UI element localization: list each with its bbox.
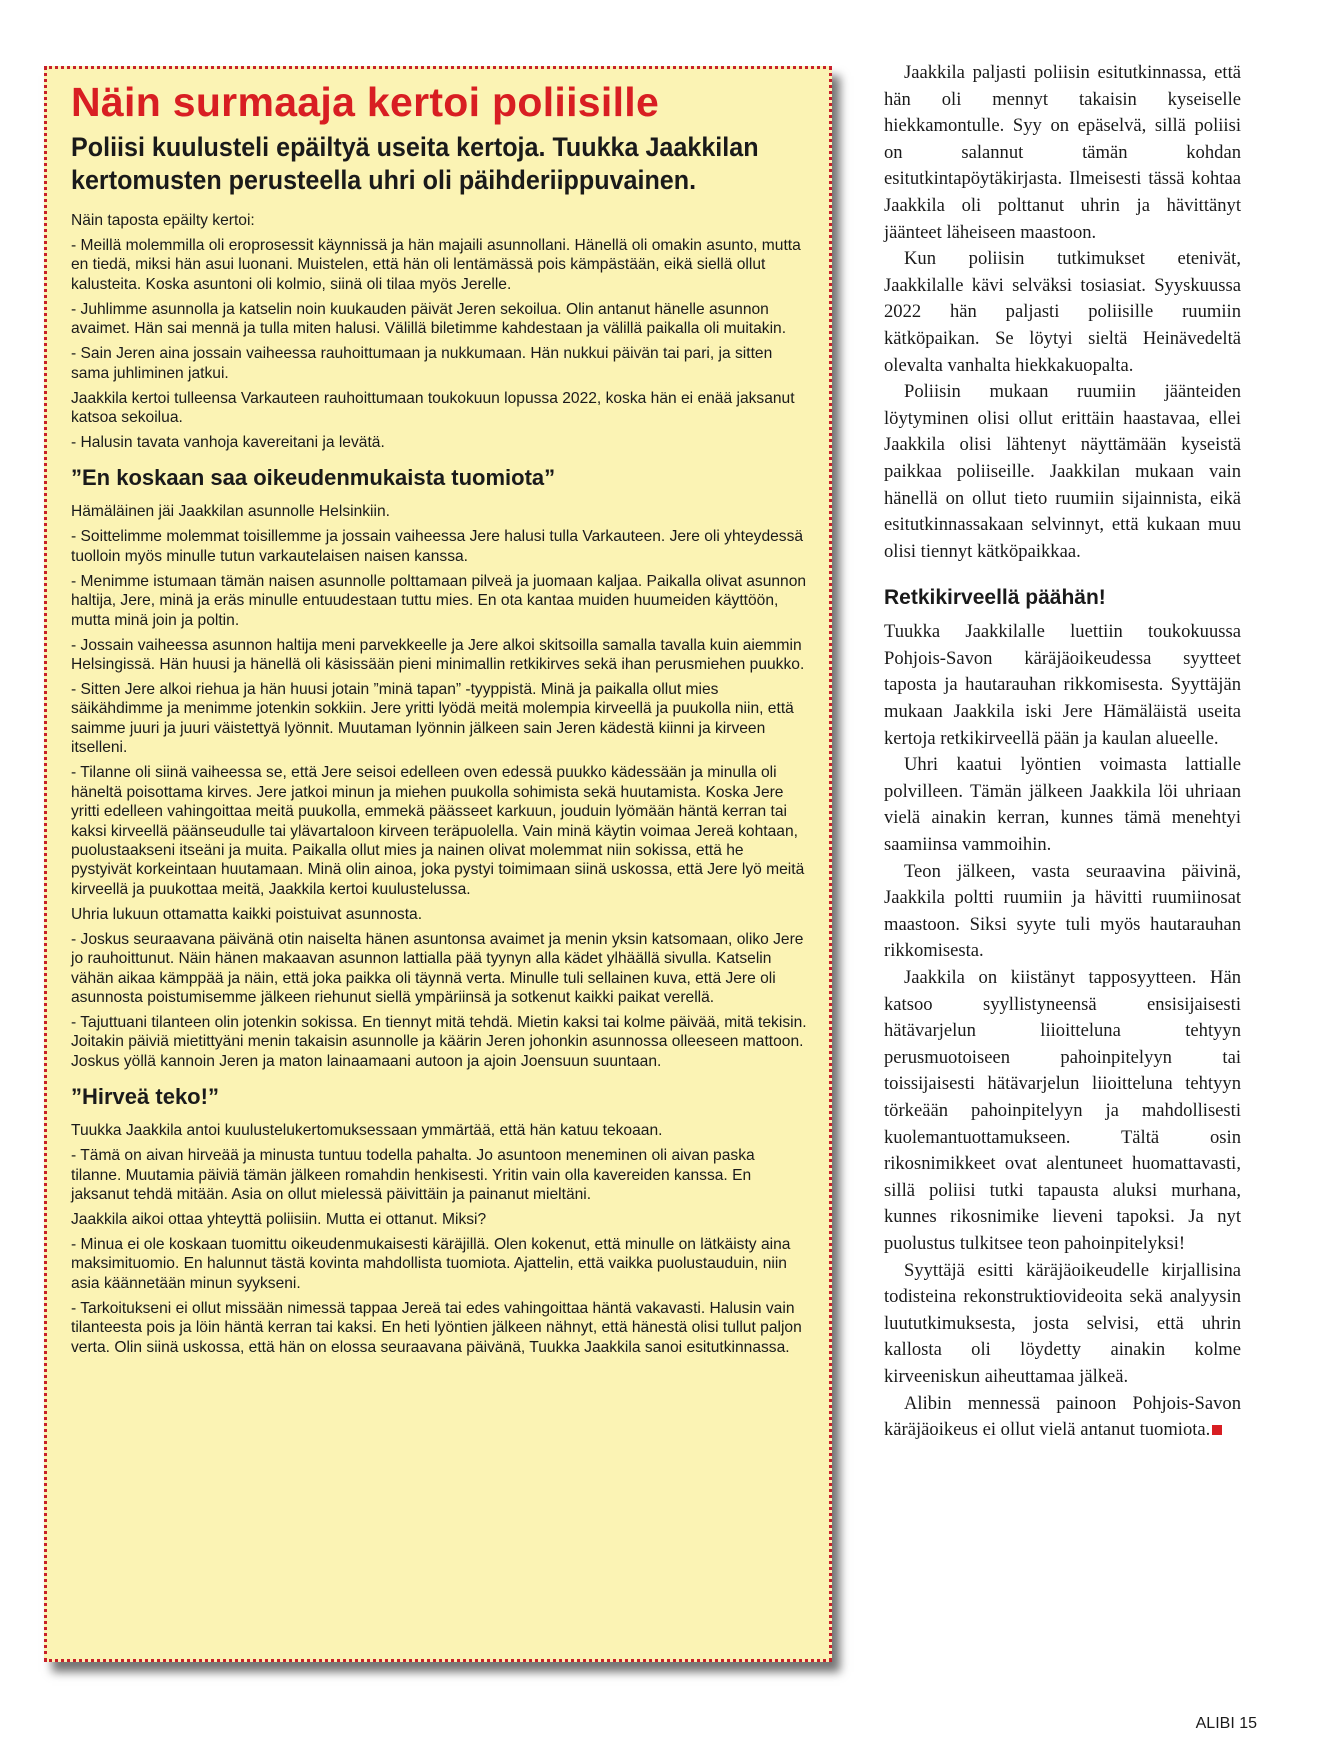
subheading-2: ”Hirveä teko!” <box>71 1084 219 1110</box>
paragraph: Tuukka Jaakkila antoi kuulustelukertomuksessaan ymmärtää, että hän katuu tekoaan. <box>71 1122 663 1140</box>
paragraph: - Joskus seuraavana päivänä otin naiselta hänen asuntonsa avaimet ja menin yksin katsomaan, oliko Jere jo rauhoittunut. Näin hänen makaavan asunnon lattialla pää tyynyn alla kädet ylhäällä sivulla. Katselin vähän aikaa kämppää ja näin, että joka paikka oli täynnä verta. Minulle tuli sellainen kuva, että Jere oli asunnosta poistumisemme jälkeen riehunut siellä ympäriinsä ja sotkenut kaikki paikat verellä. <box>71 930 804 1006</box>
paragraph: Tuukka Jaakkilalle luettiin toukokuussa Pohjois-Savon käräjäoikeudessa syytteet taposta ja hautarauhan rikkomisesta. Syyttäjän mukaan Jaakkila iski Jere Hämäläistä useita kertoja retkikirveellä pään ja kaulan alueelle. <box>884 621 1241 749</box>
paragraph: - Menimme istumaan tämän naisen asunnolle polttamaan pilveä ja juomaan kaljaa. Paikalla olivat asunnon haltija, Jere, minä ja eräs minulle entuudestaan tuttu mies. En ota kantaa muiden huumeiden käyttöön, mutta minä join ja poltin. <box>71 572 807 629</box>
main-column <box>884 60 1241 1444</box>
paragraph: - Tilanne oli siinä vaiheessa se, että Jere seisoi edelleen oven edessä puukko kädessään ja minulla oli häneltä poisottama kirves. Jere jatkoi minun ja miehen puukolla sohimista sekä huutamista. Koska Jere yritti edelleen vahingoittaa meitä puukolla, emmekä päässeet karkuun, jouduin lyömään häntä kerran tai kaksi kirveellä päänseudulle tai ylävartaloon kirveen teräpuolella. Vain minä käytin voimaa Jereä kohtaan, puolustaakseni itseäni ja muita. Paikalla ollut mies ja nainen olivat molemmat niin sokissa, että he pystyivät korkeintaan huutamaan. Minä olin ainoa, joka pystyi toimimaan siinä uskossa, että Jere lyö meitä kirveellä ja puukottaa meitä, Jaakkila kertoi kuulustelussa. <box>71 764 805 898</box>
paragraph: - Minua ei ole koskaan tuomittu oikeudenmukaisesti käräjillä. Olen kokenut, että minulle on lätkäisty aina maksimituomio. En halunnut tästä kovinta mahdollista tuomiota. Ajattelin, että vaikka puolustauduin, niin asia käännetään minun syykseni. <box>71 1235 791 1292</box>
paragraph: - Halusin tavata vanhoja kavereitani ja levätä. <box>71 434 385 452</box>
sidebar-box <box>44 66 832 1662</box>
paragraph: Hämäläinen jäi Jaakkilan asunnolle Helsinkiin. <box>71 503 390 521</box>
column-subheading: Retkikirveellä päähän! <box>884 586 1106 610</box>
sidebar-body <box>71 211 807 1357</box>
paragraph: Uhria lukuun ottamatta kaikki poistuivat asunnosta. <box>71 905 423 923</box>
paragraph: - Tämä on aivan hirveää ja minusta tuntuu todella pahalta. Jo asuntoon meneminen oli aivan paska tilanne. Muutamia päiviä tämän jälkeen romahdin henkisesti. Yritin vain olla kavereiden kanssa. En jaksanut tehdä mitään. Asia on ollut mielessä päivittäin ja painanut mieltäni. <box>71 1147 755 1203</box>
paragraph: Uhri kaatui lyöntien voimasta lattialle polvilleen. Tämän jälkeen Jaakkila löi uhriaan vielä ainakin kerran, kunnes tämä menehtyi saamiinsa vammoihin. <box>884 754 1241 856</box>
paragraph: Jaakkila aikoi ottaa yhteyttä poliisiin. Mutta ei ottanut. Miksi? <box>71 1210 487 1228</box>
subheading-1: ”En koskaan saa oikeudenmukaista tuomiota” <box>71 465 556 491</box>
paragraph: - Tajuttuani tilanteen olin jotenkin sokissa. En tiennyt mitä tehdä. Mietin kaksi tai kolme päivää, mitä tekisin. Joitakin päiviä mietittyäni menin takaisin asunnolle ja käärin Jeren johonkin asunnossa olleeseen mattoon. Joskus yöllä kannoin Jeren ja maton lainaamaani autoon ja ajoin Joensuun suuntaan. <box>71 1013 807 1070</box>
paragraph: - Tarkoitukseni ei ollut missään nimessä tappaa Jereä tai edes vahingoittaa häntä vakavasti. Halusin vain tilanteesta pois ja löin häntä kerran tai kaksi. En heti lyöntien jälkeen nähnyt, että hänestä olisi tullut paljon verta. Olin siinä uskossa, että hän on elossa seuraavana päivänä, Tuukka Jaakkila sanoi esitutkinnassa. <box>71 1299 802 1356</box>
end-mark-icon <box>1212 1425 1222 1435</box>
paragraph: Näin taposta epäilty kertoi: <box>71 212 255 229</box>
paragraph: - Sitten Jere alkoi riehua ja hän huusi jotain ”minä tapan” -tyyppistä. Minä ja paikalla ollut mies säikähdimme ja menimme jotenkin sokkiin. Jere yritti lyödä meitä molempia kirveellä ja puukolla niin, että saimme juuri ja juuri väistettyä lyönnit. Muutaman lyönnin jälkeen sain Jeren kädestä kiinni ja kirveen itselleni. <box>71 681 794 757</box>
last-paragraph <box>884 1391 1241 1444</box>
paragraph: Jaakkila paljasti poliisin esitutkinnassa, että hän oli mennyt takaisin kyseiselle hiekkamontulle. Syy on epäselvä, sillä poliisi on salannut tämän kohdan esitutkintapöytäkirjasta. Ilmeisesti tässä kohtaa Jaakkila oli polttanut uhrin ja hävittänyt jäänteet läheiseen maastoon. <box>884 62 1241 243</box>
paragraph: - Juhlimme asunnolla ja katselin noin kuukauden päivät Jeren sekoilua. Olin antanut hänelle asunnon avaimet. Hän sai mennä ja tulla miten halusi. Välillä biletimme kahdestaan ja välillä paikalla oli muitakin. <box>71 300 787 338</box>
sidebar-headline: Näin surmaaja kertoi poliisille <box>71 79 660 125</box>
paragraph: Jaakkila kertoi tulleensa Varkauteen rauhoittumaan toukokuun lopussa 2022, koska hän ei enää jaksanut katsoa sekoilua. <box>71 389 795 427</box>
paragraph: - Jossain vaiheessa asunnon haltija meni parvekkeelle ja Jere alkoi skitsoilla samalla tavalla kuin aiemmin Helsingissä. Hän huusi ja hänellä oli käsissään pieni minimallin retkikirves sekä ihan perusmiehen puukko. <box>71 636 805 674</box>
paragraph: - Meillä molemmilla oli eroprosessit käynnissä ja hän majaili asunnollani. Hänellä oli omakin asunto, mutta en tiedä, miksi hän asui luonani. Muistelen, että hän oli lentämässä pois kämpästään, eikä siellä ollut kalusteita. Koska asuntoni oli kolmio, siinä oli tilaa myös Jerelle. <box>71 237 801 293</box>
paragraph: - Sain Jeren aina jossain vaiheessa rauhoittumaan ja nukkumaan. Hän nukkui päivän tai pari, ja sitten sama juhliminen jatkui. <box>71 345 773 382</box>
paragraph: Jaakkila on kiistänyt tapposyytteen. Hän katsoo syyllistyneensä ensisijaisesti hätävarjelun liioitteluna tehtyyn perusmuotoiseen pahoinpitelyyn tai toissijaisesti hätävarjelun liioitteluna tehtyyn törkeään pahoinpitelyyn ja mahdollisesti kuolemantuottamukseen. Tältä osin rikosnimikkeet ovat alentuneet huomattavasti, sillä poliisi tutki tapausta aluksi murhana, kunnes rikosnimike lieveni tapoksi. Ja nyt puolustus tulkitsee teon pahoinpitelyksi! <box>884 967 1241 1254</box>
page-folio: ALIBI 15 <box>1195 1715 1257 1732</box>
sidebar-deck: Poliisi kuulusteli epäiltyä useita kertoja. Tuukka Jaakkilan kertomusten perusteella uhri oli päihderiippuvainen. <box>71 132 759 195</box>
paragraph: - Soittelimme molemmat toisillemme ja jossain vaiheessa Jere halusi tulla Varkauteen. Jere oli yhteydessä tuolloin myös minulle tutun varkautelaisen naisen kanssa. <box>71 528 804 565</box>
paragraph: Kun poliisin tutkimukset etenivät, Jaakkilalle kävi selväksi tosiasiat. Syyskuussa 2022 hän paljasti poliisille ruumiin kätköpaikan. Se löytyi sieltä Heinävedeltä olevalta vanhalta hiekkakuopalta. <box>884 248 1241 376</box>
last-paragraph-text: Alibin mennessä painoon Pohjois-Savon käräjäoikeus ei ollut vielä antanut tuomiota. <box>884 1392 1241 1441</box>
paragraph: Syyttäjä esitti käräjäoikeudelle kirjallisina todisteina rekonstruktiovideoita sekä analyysin luututkimuksesta, josta selvisi, että uhrin kallosta oli löydetty ainakin kolme kirveeniskun aiheuttamaa jälkeä. <box>884 1259 1241 1387</box>
paragraph: Poliisin mukaan ruumiin jäänteiden löytyminen olisi ollut erittäin haastavaa, ellei Jaakkila olisi lähtenyt näyttämään kyseistä paikkaa poliiseille. Jaakkilan mukaan vain hänellä on ollut tieto ruumiin sijainnista, eikä esitutkinnassakaan selvinnyt, että kukaan muu olisi tiennyt kätköpaikkaa. <box>884 381 1241 562</box>
paragraph: Teon jälkeen, vasta seuraavina päivinä, Jaakkila poltti ruumiin ja hävitti ruumiinosat maastoon. Siksi syyte tuli myös hautarauhan rikkomisesta. <box>884 860 1241 962</box>
